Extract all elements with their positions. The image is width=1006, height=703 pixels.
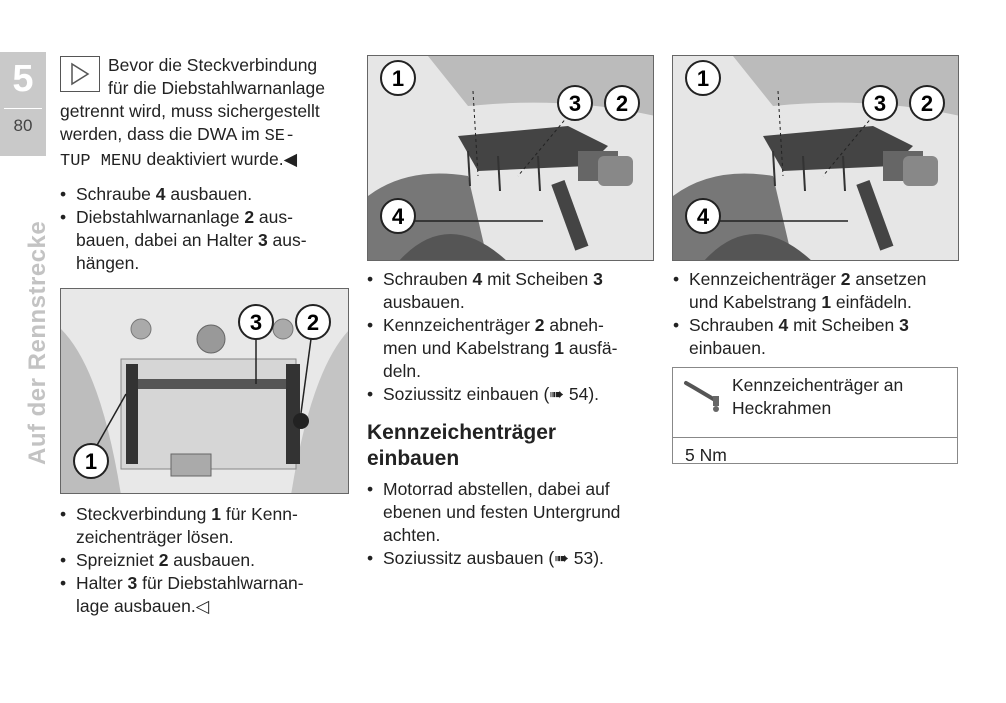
list-item: • Kennzeichenträger 2 ansetzen und Kabelstrang 1 einfädeln. xyxy=(673,268,973,314)
svg-text:1: 1 xyxy=(84,449,98,474)
list-item xyxy=(367,383,657,406)
list-item: • Diebstahlwarnanlage 2 aus- bauen, dabei an Halter 3 aus- hängen. xyxy=(60,206,352,275)
bullet-list xyxy=(60,503,352,618)
note-line: getrennt wird, muss sichergestellt xyxy=(60,101,320,121)
callout-3 xyxy=(558,86,592,120)
svg-text:3: 3 xyxy=(249,310,263,335)
list-item: • Schraube 4 ausbauen. xyxy=(60,183,352,206)
page-reference: Soziussitz ausbauen (➠ 53). xyxy=(383,548,604,568)
list-item xyxy=(367,547,657,570)
note-block xyxy=(60,54,352,173)
note-line: Bevor die Steckverbindung xyxy=(108,55,318,75)
svg-text:1: 1 xyxy=(391,66,405,91)
torque-spec-header xyxy=(673,368,957,438)
list-item: • Steckverbindung 1 für Kenn- zeichenträger lösen. xyxy=(60,503,352,549)
column-1 xyxy=(60,54,352,275)
svg-text:2: 2 xyxy=(306,310,320,335)
torque-wrench-icon xyxy=(683,378,723,418)
callout-3 xyxy=(863,86,897,120)
list-item: • Schrauben 4 mit Scheiben 3 ausbauen. xyxy=(367,268,657,314)
callout-3 xyxy=(239,305,273,339)
column-2 xyxy=(367,268,657,570)
chapter-number: 5 xyxy=(12,58,34,100)
svg-text:4: 4 xyxy=(696,204,710,229)
svg-text:2: 2 xyxy=(615,91,629,116)
callout-2 xyxy=(296,305,330,339)
list-item: • Motorrad abstellen, dabei auf ebenen und festen Untergrund achten. xyxy=(367,478,657,547)
torque-spec-box xyxy=(672,367,958,464)
bullet-list xyxy=(673,268,973,360)
section-heading: Kennzeichenträger einbauen xyxy=(367,421,557,470)
svg-text:1: 1 xyxy=(696,66,710,91)
callout-1 xyxy=(381,61,415,95)
page-reference: Soziussitz einbauen (➠ 54). xyxy=(383,384,600,404)
svg-text:2: 2 xyxy=(920,91,934,116)
menu-code: SE- xyxy=(264,127,296,146)
bullet-list xyxy=(367,268,657,406)
bullet-list xyxy=(60,183,352,275)
play-note-icon xyxy=(60,56,100,92)
svg-text:3: 3 xyxy=(873,91,887,116)
page-number: 80 xyxy=(13,116,33,135)
list-item: • Halter 3 für Diebstahlwarnan- lage ausbauen.◁ xyxy=(60,572,352,618)
callout-2 xyxy=(605,86,639,120)
list-item: • Schrauben 4 mit Scheiben 3 einbauen. xyxy=(673,314,973,360)
note-line: werden, dass die DWA im SE- xyxy=(60,124,296,146)
figure-license-plate-install xyxy=(672,55,959,261)
figure-license-plate-removal xyxy=(367,55,654,261)
note-line: TUP MENU deaktiviert wurde.◀ xyxy=(60,149,298,171)
note-line: für die Diebstahlwarnanlage xyxy=(108,78,325,98)
chapter-side-title: Auf der Rennstrecke xyxy=(24,220,51,465)
figure-anti-theft-alarm xyxy=(60,288,349,494)
svg-text:3: 3 xyxy=(568,91,582,116)
callout-1 xyxy=(74,444,108,478)
column-3 xyxy=(673,268,973,360)
list-item: • Kennzeichenträger 2 abneh- men und Kabelstrang 1 ausfä- deln. xyxy=(367,314,657,383)
column-1-lower xyxy=(60,503,352,618)
bullet-list xyxy=(367,478,657,570)
callout-4 xyxy=(381,199,415,233)
torque-value: 5 Nm xyxy=(685,445,727,465)
chapter-divider xyxy=(4,108,42,109)
svg-text:4: 4 xyxy=(391,204,405,229)
callout-4 xyxy=(686,199,720,233)
list-item: • Spreizniet 2 ausbauen. xyxy=(60,549,352,572)
callout-1 xyxy=(686,61,720,95)
menu-code: TUP MENU xyxy=(60,152,142,171)
callout-2 xyxy=(910,86,944,120)
torque-spec-label: Kennzeichenträger an Heckrahmen xyxy=(732,375,904,418)
